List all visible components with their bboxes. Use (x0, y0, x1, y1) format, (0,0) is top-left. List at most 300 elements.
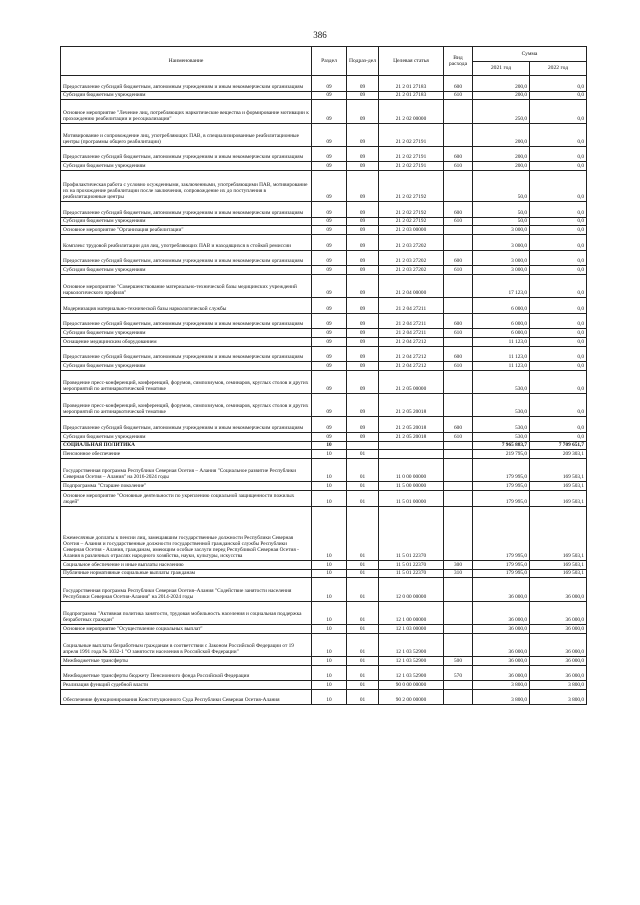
row-sum-2021-cell: 530,0 (473, 417, 530, 433)
row-name-cell: Реализация функций судебной власти (61, 681, 312, 690)
row-expense-type-cell (444, 624, 473, 633)
row-target-cell: 21 2 04 27211 (379, 313, 444, 329)
row-target-cell: 11 5 00 00000 (379, 482, 444, 491)
row-expense-type-cell: 300 (444, 560, 473, 569)
table-row (61, 450, 587, 459)
row-sum-2022-cell: 169 503,1 (530, 459, 587, 482)
row-sum-2021-cell: 200,0 (473, 162, 530, 171)
row-expense-type-cell: 600 (444, 250, 473, 266)
row-sum-2021-cell: 179 995,0 (473, 506, 530, 560)
row-subsection-cell: 09 (347, 250, 379, 266)
row-subsection-cell: 01 (347, 656, 379, 665)
row-section-cell: 09 (312, 235, 347, 251)
row-subsection-cell: 01 (347, 665, 379, 681)
row-sum-2022-cell: 0,0 (530, 171, 587, 202)
row-sum-2021-cell: 36 000,0 (473, 656, 530, 665)
row-target-cell: 21 2 04 27211 (379, 298, 444, 314)
row-sum-2022-cell: 0,0 (530, 432, 587, 441)
row-sum-2022-cell: 169 503,1 (530, 506, 587, 560)
row-target-cell: 21 2 05 20018 (379, 394, 444, 417)
row-expense-type-cell (444, 689, 473, 705)
row-expense-type-cell: 310 (444, 569, 473, 578)
row-sum-2022-cell: 0,0 (530, 266, 587, 275)
row-target-cell: 12 1 03 00000 (379, 624, 444, 633)
row-sum-2022-cell: 0,0 (530, 76, 587, 92)
row-name-cell: Основное мероприятие "Организация реабилитации" (61, 226, 312, 235)
row-target-cell: 21 2 02 27192 (379, 217, 444, 226)
row-expense-type-cell (444, 491, 473, 507)
row-subsection-cell: 09 (347, 123, 379, 146)
row-expense-type-cell (444, 123, 473, 146)
row-sum-2022-cell: 36 000,0 (530, 624, 587, 633)
table-row (61, 432, 587, 441)
row-sum-2022-cell: 0,0 (530, 91, 587, 100)
row-name-cell: Пенсионное обеспечение (61, 450, 312, 459)
row-target-cell: 21 2 01 27183 (379, 76, 444, 92)
row-subsection-cell: 09 (347, 346, 379, 362)
row-section-cell: 09 (312, 337, 347, 346)
row-sum-2021-cell: 36 000,0 (473, 633, 530, 656)
row-target-cell: 90 0 00 00000 (379, 681, 444, 690)
row-sum-2021-cell: 6 000,0 (473, 329, 530, 338)
row-name-cell: Субсидии бюджетным учреждениям (61, 329, 312, 338)
row-section-cell: 09 (312, 202, 347, 218)
table-row (61, 337, 587, 346)
table-row (61, 162, 587, 171)
row-sum-2022-cell: 0,0 (530, 346, 587, 362)
row-expense-type-cell (444, 274, 473, 297)
row-name-cell: Подпрограмма "Активная политика занятости, трудовая мобильность населения и социальная поддержка безработных граждан" (61, 601, 312, 624)
row-subsection-cell: 09 (347, 362, 379, 371)
row-sum-2021-cell: 200,0 (473, 91, 530, 100)
row-section-cell: 09 (312, 346, 347, 362)
row-expense-type-cell (444, 633, 473, 656)
row-subsection-cell: 09 (347, 76, 379, 92)
row-sum-2022-cell: 0,0 (530, 217, 587, 226)
row-subsection-cell: 01 (347, 681, 379, 690)
row-subsection-cell: 01 (347, 491, 379, 507)
row-sum-2022-cell: 0,0 (530, 226, 587, 235)
table-row (61, 298, 587, 314)
row-expense-type-cell (444, 370, 473, 393)
row-section-cell: 10 (312, 459, 347, 482)
row-subsection-cell: 09 (347, 329, 379, 338)
row-sum-2021-cell: 6 000,0 (473, 298, 530, 314)
row-target-cell: 21 2 04 27211 (379, 329, 444, 338)
row-subsection-cell: 01 (347, 578, 379, 601)
row-subsection-cell: 01 (347, 482, 379, 491)
row-name-cell: Государственная программа Республики Северная Осетия–Алания "Содействие занятости населения Республики Северная Осетия-Алания" на 2014-2024 годы (61, 578, 312, 601)
row-subsection-cell: 09 (347, 146, 379, 162)
row-sum-2022-cell: 36 000,0 (530, 601, 587, 624)
row-sum-2021-cell: 36 000,0 (473, 578, 530, 601)
row-name-cell: Предоставление субсидий бюджетным, автономным учреждениям и иным некоммерческим организациям (61, 146, 312, 162)
row-subsection-cell: 01 (347, 633, 379, 656)
row-sum-2021-cell: 3 800,0 (473, 689, 530, 705)
row-section-cell: 09 (312, 162, 347, 171)
row-sum-2021-cell: 250,0 (473, 100, 530, 123)
row-subsection-cell: 09 (347, 313, 379, 329)
row-target-cell: 21 2 04 00000 (379, 274, 444, 297)
row-sum-2022-cell: 3 800,0 (530, 689, 587, 705)
row-expense-type-cell (444, 235, 473, 251)
row-subsection-cell: 01 (347, 450, 379, 459)
row-expense-type-cell: 600 (444, 146, 473, 162)
table-row (61, 681, 587, 690)
row-sum-2022-cell: 209 303,1 (530, 450, 587, 459)
table-row (61, 665, 587, 681)
row-name-cell: Предоставление субсидий бюджетным, автономным учреждениям и иным некоммерческим организациям (61, 76, 312, 92)
row-section-cell: 09 (312, 146, 347, 162)
row-section-cell: 10 (312, 441, 347, 450)
row-expense-type-cell (444, 450, 473, 459)
row-expense-type-cell (444, 601, 473, 624)
table-row (61, 633, 587, 656)
row-sum-2021-cell: 179 995,0 (473, 482, 530, 491)
row-sum-2022-cell: 36 000,0 (530, 656, 587, 665)
table-row (61, 313, 587, 329)
row-section-cell: 09 (312, 100, 347, 123)
row-target-cell: 21 2 03 27202 (379, 235, 444, 251)
row-sum-2021-cell: 200,0 (473, 146, 530, 162)
row-expense-type-cell: 500 (444, 656, 473, 665)
row-expense-type-cell (444, 578, 473, 601)
row-name-cell: Предоставление субсидий бюджетным, автономным учреждениям и иным некоммерческим организациям (61, 313, 312, 329)
table-row (61, 394, 587, 417)
row-section-cell: 10 (312, 601, 347, 624)
row-expense-type-cell: 610 (444, 266, 473, 275)
row-sum-2021-cell: 6 000,0 (473, 313, 530, 329)
row-section-cell: 09 (312, 394, 347, 417)
row-sum-2021-cell: 179 995,0 (473, 560, 530, 569)
row-name-cell: Публичные нормативные социальные выплаты гражданам (61, 569, 312, 578)
table-row (61, 274, 587, 297)
row-sum-2021-cell: 3 000,0 (473, 235, 530, 251)
page-number: 386 (313, 30, 327, 40)
row-sum-2021-cell: 7 965 883,7 (473, 441, 530, 450)
row-name-cell: Субсидии бюджетным учреждениям (61, 162, 312, 171)
table-row (61, 91, 587, 100)
row-section-cell: 10 (312, 450, 347, 459)
row-name-cell: Обеспечение функционирования Конституционного Суда Республики Северная Осетия-Алания (61, 689, 312, 705)
row-sum-2021-cell: 530,0 (473, 370, 530, 393)
row-sum-2021-cell: 50,0 (473, 171, 530, 202)
row-sum-2022-cell: 0,0 (530, 329, 587, 338)
row-name-cell: Субсидии бюджетным учреждениям (61, 432, 312, 441)
row-name-cell: Субсидии бюджетным учреждениям (61, 217, 312, 226)
row-name-cell: Проведение пресс-конференций, конференций, форумов, симпозиумов, семинаров, круглых столов и других мероприятий по антинаркотической тематике (61, 394, 312, 417)
table-row (61, 217, 587, 226)
row-expense-type-cell (444, 441, 473, 450)
row-subsection-cell: 01 (347, 624, 379, 633)
row-subsection-cell: 09 (347, 417, 379, 433)
row-section-cell: 09 (312, 417, 347, 433)
row-target-cell: 21 2 02 27191 (379, 162, 444, 171)
table-row (61, 506, 587, 560)
table-row (61, 235, 587, 251)
row-name-cell: Мотивирование и сопровождение лиц, употребляющих ПАВ, в специализированные реабилитационные центры (программы общего реабилитации) (61, 123, 312, 146)
row-name-cell: Субсидии бюджетным учреждениям (61, 266, 312, 275)
table-row (61, 569, 587, 578)
row-expense-type-cell: 610 (444, 162, 473, 171)
row-subsection-cell: 09 (347, 217, 379, 226)
row-sum-2022-cell: 0,0 (530, 313, 587, 329)
row-subsection-cell: 09 (347, 91, 379, 100)
row-target-cell: 11 5 01 22370 (379, 506, 444, 560)
row-target-cell: 21 2 02 27191 (379, 146, 444, 162)
row-subsection-cell: 09 (347, 337, 379, 346)
row-section-cell: 09 (312, 123, 347, 146)
table-row (61, 100, 587, 123)
row-subsection-cell: 09 (347, 235, 379, 251)
row-name-cell: Предоставление субсидий бюджетным, автономным учреждениям и иным некоммерческим организациям (61, 417, 312, 433)
row-expense-type-cell (444, 459, 473, 482)
row-target-cell: 12 1 03 52900 (379, 633, 444, 656)
row-target-cell: 21 2 04 27212 (379, 346, 444, 362)
row-target-cell: 12 1 03 52900 (379, 665, 444, 681)
header-target: Целевая статья (379, 47, 444, 76)
row-sum-2022-cell: 0,0 (530, 274, 587, 297)
budget-table (60, 46, 587, 705)
table-row (61, 146, 587, 162)
row-subsection-cell: 01 (347, 459, 379, 482)
row-sum-2022-cell: 0,0 (530, 394, 587, 417)
row-section-cell: 10 (312, 633, 347, 656)
row-subsection-cell: 09 (347, 162, 379, 171)
table-row (61, 226, 587, 235)
table-row (61, 370, 587, 393)
row-section-cell: 10 (312, 569, 347, 578)
row-expense-type-cell (444, 171, 473, 202)
row-target-cell: 12 0 00 00000 (379, 578, 444, 601)
table-row (61, 656, 587, 665)
row-sum-2022-cell: 36 000,0 (530, 665, 587, 681)
row-sum-2021-cell: 530,0 (473, 432, 530, 441)
row-sum-2022-cell: 0,0 (530, 202, 587, 218)
row-sum-2021-cell: 36 000,0 (473, 601, 530, 624)
row-subsection-cell: 09 (347, 171, 379, 202)
table-row (61, 689, 587, 705)
row-target-cell: 90 2 00 00000 (379, 689, 444, 705)
row-sum-2021-cell: 36 000,0 (473, 624, 530, 633)
row-subsection-cell: 01 (347, 506, 379, 560)
row-name-cell: Комплекс трудовой реабилитации для лиц, употребляющих ПАВ и находящихся в стойкой ремиссии (61, 235, 312, 251)
row-target-cell: 21 2 03 27202 (379, 266, 444, 275)
header-subsection: Подраз-дел (347, 47, 379, 76)
row-sum-2022-cell: 0,0 (530, 250, 587, 266)
row-expense-type-cell: 600 (444, 202, 473, 218)
row-name-cell: Профилактическая работа с условно осужденными, заключенными, употребляющими ПАВ, мотивирование их на прохождение реабилитации после заключения, сопровождение их до поступления в реабилитационные центры (61, 171, 312, 202)
row-section-cell: 09 (312, 313, 347, 329)
row-name-cell: Межбюджетные трансферты бюджету Пенсионного фонда Российской Федерации (61, 665, 312, 681)
row-sum-2022-cell: 0,0 (530, 235, 587, 251)
row-section-cell: 10 (312, 665, 347, 681)
row-section-cell: 09 (312, 266, 347, 275)
row-section-cell: 09 (312, 298, 347, 314)
row-expense-type-cell: 600 (444, 76, 473, 92)
row-sum-2022-cell: 169 503,1 (530, 491, 587, 507)
row-expense-type-cell: 610 (444, 362, 473, 371)
table-row (61, 482, 587, 491)
row-target-cell: 21 2 05 20018 (379, 417, 444, 433)
row-section-cell: 10 (312, 689, 347, 705)
row-name-cell: Государственная программа Республики Северная Осетия – Алания "Социальное развитие Республики Северная Осетия – Алания" на 2016-2024 годы (61, 459, 312, 482)
row-section-cell: 09 (312, 250, 347, 266)
row-name-cell: Основное мероприятие "Осуществление социальных выплат" (61, 624, 312, 633)
row-sum-2022-cell: 0,0 (530, 362, 587, 371)
row-subsection-cell: 09 (347, 226, 379, 235)
row-sum-2022-cell: 0,0 (530, 162, 587, 171)
row-section-cell: 10 (312, 560, 347, 569)
row-expense-type-cell: 570 (444, 665, 473, 681)
row-expense-type-cell: 610 (444, 91, 473, 100)
row-target-cell: 11 0 00 00000 (379, 459, 444, 482)
row-expense-type-cell (444, 506, 473, 560)
table-row (61, 123, 587, 146)
row-sum-2021-cell: 3 000,0 (473, 266, 530, 275)
row-sum-2022-cell: 36 000,0 (530, 578, 587, 601)
table-row (61, 491, 587, 507)
row-target-cell: 12 1 00 00000 (379, 601, 444, 624)
row-section-cell: 09 (312, 171, 347, 202)
row-expense-type-cell: 610 (444, 217, 473, 226)
row-sum-2021-cell: 200,0 (473, 123, 530, 146)
row-subsection-cell: 09 (347, 394, 379, 417)
row-expense-type-cell (444, 482, 473, 491)
row-target-cell: 21 2 05 20018 (379, 432, 444, 441)
row-sum-2022-cell: 0,0 (530, 100, 587, 123)
table-row (61, 560, 587, 569)
row-expense-type-cell (444, 226, 473, 235)
row-name-cell: Предоставление субсидий бюджетным, автономным учреждениям и иным некоммерческим организациям (61, 202, 312, 218)
table-row (61, 202, 587, 218)
row-section-cell: 09 (312, 329, 347, 338)
row-target-cell: 21 2 04 27212 (379, 362, 444, 371)
table-row (61, 362, 587, 371)
row-expense-type-cell: 600 (444, 346, 473, 362)
row-expense-type-cell: 610 (444, 432, 473, 441)
row-section-cell: 09 (312, 362, 347, 371)
row-subsection-cell: 09 (347, 298, 379, 314)
row-subsection-cell: 01 (347, 601, 379, 624)
row-sum-2022-cell: 0,0 (530, 417, 587, 433)
table-row (61, 624, 587, 633)
row-section-cell: 10 (312, 506, 347, 560)
row-sum-2021-cell: 36 000,0 (473, 665, 530, 681)
row-sum-2021-cell: 11 123,0 (473, 337, 530, 346)
table-row (61, 266, 587, 275)
row-name-cell: СОЦИАЛЬНАЯ ПОЛИТИКА (61, 441, 312, 450)
row-sum-2022-cell: 0,0 (530, 298, 587, 314)
row-name-cell: Субсидии бюджетным учреждениям (61, 91, 312, 100)
row-sum-2022-cell: 169 503,1 (530, 482, 587, 491)
row-subsection-cell (347, 441, 379, 450)
table-row (61, 76, 587, 92)
table-row (61, 441, 587, 450)
row-name-cell: Предоставление субсидий бюджетным, автономным учреждениям и иным некоммерческим организациям (61, 250, 312, 266)
row-expense-type-cell: 600 (444, 417, 473, 433)
table-body (61, 76, 587, 705)
row-sum-2022-cell: 7 709 651,7 (530, 441, 587, 450)
row-sum-2021-cell: 3 000,0 (473, 250, 530, 266)
row-name-cell: Основное мероприятие "Совершенствование материально-технической базы медицинских учреждений наркологического профиля" (61, 274, 312, 297)
row-target-cell: 21 2 05 00000 (379, 370, 444, 393)
row-section-cell: 10 (312, 482, 347, 491)
row-target-cell: 11 5 01 22370 (379, 560, 444, 569)
row-section-cell: 09 (312, 91, 347, 100)
row-sum-2021-cell: 50,0 (473, 202, 530, 218)
row-target-cell: 21 2 02 00000 (379, 100, 444, 123)
row-sum-2021-cell: 11 123,0 (473, 346, 530, 362)
row-name-cell: Социальное обеспечение и иные выплаты населению (61, 560, 312, 569)
row-expense-type-cell (444, 100, 473, 123)
row-subsection-cell: 09 (347, 100, 379, 123)
row-section-cell: 09 (312, 217, 347, 226)
row-name-cell: Ежемесячные доплаты к пенсии лиц, замещавшим государственные должности Республики Северная Осетия – Алания и государственные должности государственной гражданской службы Республики Северная Осетия - Алания, гражданам, имеющим особые заслуги перед Республикой Северная Осетия - Алания в различных отраслях народного хозяйства, науки, культуры, искусства (61, 506, 312, 560)
row-sum-2022-cell: 0,0 (530, 146, 587, 162)
row-sum-2022-cell: 3 800,0 (530, 681, 587, 690)
table-header (61, 47, 587, 76)
row-name-cell: Подпрограмма "Старшее поколение" (61, 482, 312, 491)
row-expense-type-cell: 610 (444, 329, 473, 338)
row-section-cell: 10 (312, 491, 347, 507)
row-subsection-cell: 01 (347, 569, 379, 578)
row-sum-2022-cell: 169 503,1 (530, 560, 587, 569)
row-target-cell: 11 5 01 22370 (379, 569, 444, 578)
row-section-cell: 09 (312, 76, 347, 92)
row-target-cell: 21 2 02 27192 (379, 171, 444, 202)
row-expense-type-cell: 600 (444, 313, 473, 329)
row-sum-2021-cell: 179 995,0 (473, 569, 530, 578)
row-sum-2022-cell: 0,0 (530, 370, 587, 393)
row-sum-2021-cell: 179 995,0 (473, 459, 530, 482)
row-target-cell: 21 2 03 00000 (379, 226, 444, 235)
table-row (61, 459, 587, 482)
row-expense-type-cell (444, 337, 473, 346)
row-name-cell: Субсидии бюджетным учреждениям (61, 362, 312, 371)
header-year-2021: 2021 год (473, 62, 530, 76)
table-row (61, 417, 587, 433)
row-sum-2021-cell: 530,0 (473, 394, 530, 417)
row-name-cell: Проведение пресс-конференций, конференций, форумов, симпозиумов, семинаров, круглых столов и других мероприятий по антинаркотической тематике (61, 370, 312, 393)
header-sum: Сумма (473, 47, 587, 62)
table-row (61, 250, 587, 266)
row-target-cell: 21 2 03 27202 (379, 250, 444, 266)
table-row (61, 171, 587, 202)
row-subsection-cell: 01 (347, 689, 379, 705)
row-subsection-cell: 09 (347, 432, 379, 441)
row-sum-2022-cell: 0,0 (530, 123, 587, 146)
row-sum-2021-cell: 17 123,0 (473, 274, 530, 297)
row-sum-2021-cell: 3 000,0 (473, 226, 530, 235)
row-section-cell: 10 (312, 656, 347, 665)
row-sum-2022-cell: 169 503,1 (530, 569, 587, 578)
row-subsection-cell: 09 (347, 266, 379, 275)
row-section-cell: 10 (312, 681, 347, 690)
header-year-2022: 2022 год (530, 62, 587, 76)
table-row (61, 346, 587, 362)
row-section-cell: 09 (312, 432, 347, 441)
row-target-cell: 11 5 01 00000 (379, 491, 444, 507)
row-sum-2021-cell: 11 123,0 (473, 362, 530, 371)
row-subsection-cell: 09 (347, 274, 379, 297)
row-section-cell: 10 (312, 578, 347, 601)
row-sum-2022-cell: 0,0 (530, 337, 587, 346)
header-name: Наименование (61, 47, 312, 76)
row-sum-2021-cell: 219 795,0 (473, 450, 530, 459)
row-expense-type-cell (444, 394, 473, 417)
row-target-cell (379, 441, 444, 450)
